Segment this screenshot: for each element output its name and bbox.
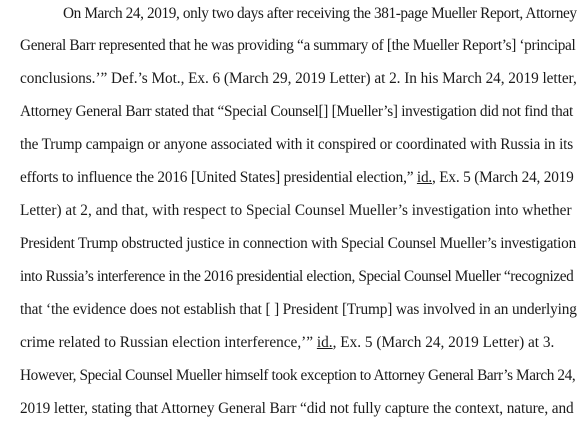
text-line-6 [20, 169, 574, 187]
citation-id: id. [316, 334, 333, 351]
text-segment: Letter) at 2, and that, with respect to Special Counsel Mueller’s investigation into whether [20, 202, 572, 219]
text-segment: 2019 letter, stating that Attorney General Barr “did not fully capture the context, nature, and [20, 400, 574, 417]
text-line-7 [20, 202, 572, 220]
text-line-4 [20, 103, 573, 121]
text-line-1 [63, 5, 577, 23]
text-segment: , Ex. 5 (March 24, 2019 [432, 169, 574, 186]
text-line-13 [20, 400, 574, 418]
text-segment: Attorney General Barr stated that “Special Counsel[] [Mueller’s] investigation did not find that [20, 103, 573, 120]
text-segment: General Barr represented that he was providing “a summary of [the Mueller Report’s] ‘principal [20, 37, 576, 54]
text-line-11 [20, 334, 554, 352]
text-segment: , Ex. 5 (March 24, 2019 Letter) at 3. [332, 334, 555, 351]
text-segment: On March 24, 2019, only two days after receiving the 381-page Mueller Report, Attorney [63, 5, 577, 22]
text-segment: However, Special Counsel Mueller himself took exception to Attorney General Barr’s March 24, [20, 367, 576, 384]
text-line-8 [20, 235, 576, 253]
text-segment: crime related to Russian election interference,’” [20, 334, 317, 351]
text-line-12 [20, 367, 575, 385]
text-segment: efforts to influence the 2016 [United States] presidential election,” [20, 169, 417, 186]
text-segment: that ‘the evidence does not establish that [ ] President [Trump] was involved in an underlying [20, 301, 577, 318]
text-line-10 [20, 301, 577, 319]
text-line-2 [20, 37, 575, 55]
citation-id: id. [416, 169, 433, 186]
text-segment: conclusions.’” Def.’s Mot., Ex. 6 (March 29, 2019 Letter) at 2. In his March 24, 2019 letter, [20, 70, 577, 87]
text-segment: into Russia’s interference in the 2016 presidential election, Special Counsel Mueller “recognized [20, 268, 574, 285]
text-line-5 [20, 136, 573, 154]
text-segment: the Trump campaign or anyone associated with it conspired or coordinated with Russia in its [20, 136, 574, 153]
text-line-3 [20, 70, 577, 88]
text-segment: President Trump obstructed justice in connection with Special Counsel Mueller’s investigation [20, 235, 576, 252]
text-line-9 [20, 268, 573, 286]
